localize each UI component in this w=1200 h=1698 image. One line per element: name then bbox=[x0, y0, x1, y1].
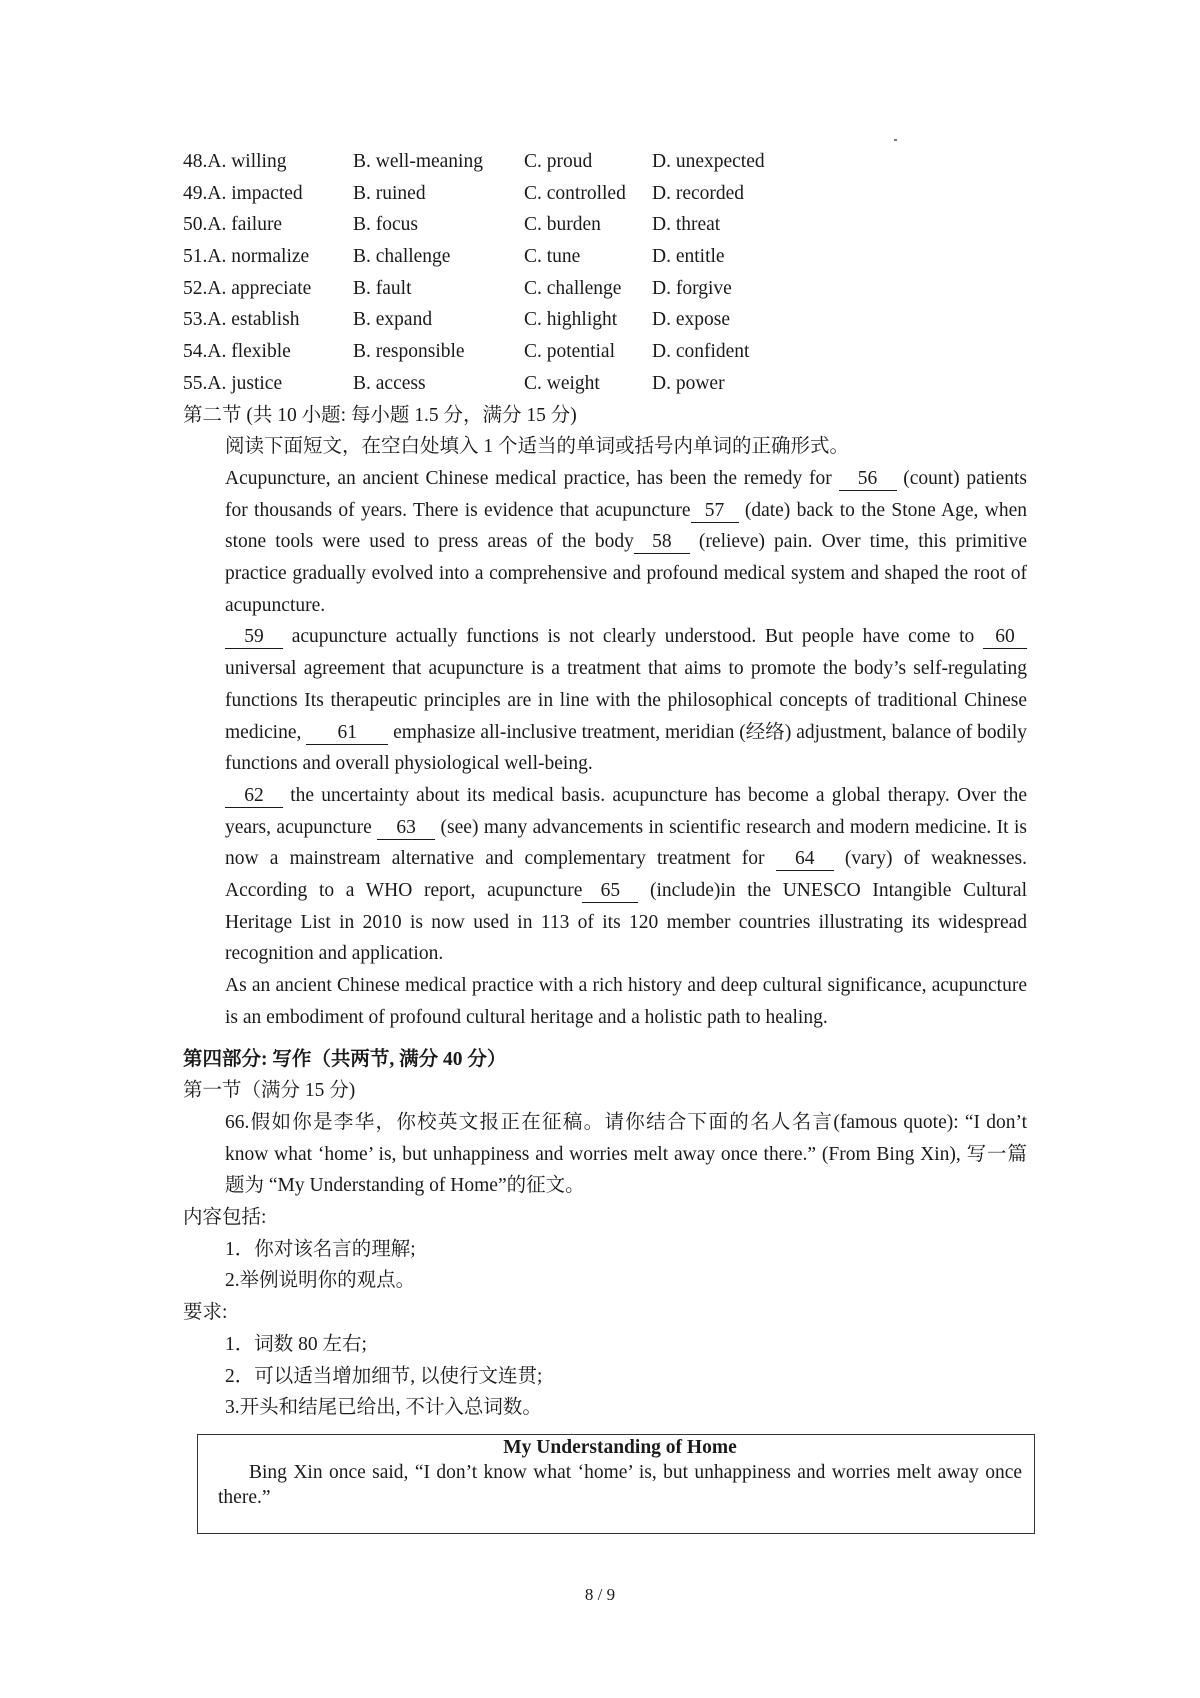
passage-text: (include)in the UNESCO Intangible Cultural Heritage List in 2010 is now used in 113 of its 120 member countries illustrating its widespread recognition and application. bbox=[225, 880, 1027, 965]
option-row bbox=[183, 178, 1027, 210]
option-d: D. entitle bbox=[652, 246, 725, 268]
options-list bbox=[183, 146, 1027, 400]
blank-61: 61 bbox=[306, 722, 388, 745]
passage-text: emphasize all-inclusive treatment, meridian (经络) adjustment, balance of bodily functions and overall physiological well-being. bbox=[225, 721, 1027, 775]
essay-answer-box bbox=[197, 1434, 1035, 1534]
option-c: C. proud bbox=[524, 151, 593, 172]
option-a: 48.A. willing bbox=[183, 151, 287, 172]
option-b: B. fault bbox=[353, 277, 412, 299]
content-item: 2.举例说明你的观点。 bbox=[225, 1270, 416, 1292]
scan-speck bbox=[894, 139, 897, 141]
option-b: B. expand bbox=[353, 309, 433, 331]
option-a: 49.A. impacted bbox=[183, 182, 303, 204]
writing-task: 66.假如你是李华，你校英文报正在征稿。请你结合下面的名人名言(famous quote): “I don’t know what ‘home’ is, but unhappiness and worries melt away once there.” (From Bing Xin), 写一篇题为 “My Understanding of Home”的征文。 bbox=[225, 1111, 1027, 1197]
blank-60: 60 bbox=[983, 626, 1027, 649]
option-a: 55.A. justice bbox=[183, 372, 283, 394]
blank-62: 62 bbox=[225, 785, 283, 808]
option-b: B. well-meaning bbox=[353, 151, 483, 172]
option-row bbox=[183, 273, 1027, 305]
option-d: D. forgive bbox=[652, 277, 732, 299]
passage-paragraph-2 bbox=[183, 621, 1027, 780]
option-d: D. threat bbox=[652, 214, 721, 236]
part4-subheading: 第一节（满分 15 分) bbox=[183, 1080, 356, 1102]
option-b: B. ruined bbox=[353, 182, 426, 204]
option-c: C. challenge bbox=[524, 277, 622, 299]
requirement-item: 3.开头和结尾已给出, 不计入总词数。 bbox=[225, 1397, 542, 1419]
passage-paragraph-1 bbox=[183, 463, 1027, 622]
passage-text: the uncertainty about its medical basis. acupuncture has become a global therapy. Over the years, acupuncture bbox=[225, 784, 1027, 838]
blank-65: 65 bbox=[582, 880, 638, 903]
blank-59: 59 bbox=[225, 626, 283, 649]
option-c: C. burden bbox=[524, 214, 601, 236]
requirement-item: 2．可以适当增加细节, 以使行文连贯; bbox=[225, 1365, 543, 1387]
page-content bbox=[183, 146, 1027, 1424]
option-a: 52.A. appreciate bbox=[183, 277, 312, 299]
passage-text: (count) patients for thousands of years. There is evidence that acupuncture bbox=[225, 467, 1027, 521]
blank-58: 58 bbox=[634, 531, 690, 554]
passage-text: Acupuncture, an ancient Chinese medical practice, has been the remedy for bbox=[225, 467, 839, 489]
blank-56: 56 bbox=[839, 468, 897, 491]
page-number: 8 / 9 bbox=[584, 1585, 616, 1604]
option-row bbox=[183, 241, 1027, 273]
blank-57: 57 bbox=[691, 500, 739, 523]
requirements-label: 要求: bbox=[183, 1302, 228, 1324]
essay-opening: Bing Xin once said, “I don’t know what ‘home’ is, but unhappiness and worries melt away once there.” bbox=[218, 1462, 1022, 1508]
passage-paragraph-4: As an ancient Chinese medical practice with a rich history and deep cultural significance, acupuncture is an embodiment of profound cultural heritage and a holistic path to healing. bbox=[225, 975, 1027, 1028]
option-d: D. power bbox=[652, 372, 725, 394]
content-item: 1．你对该名言的理解; bbox=[225, 1238, 416, 1260]
content-label: 内容包括: bbox=[183, 1207, 267, 1229]
passage-text: universal agreement that acupuncture is a treatment that aims to promote the body’s self-regulating functions Its therapeutic principles are in line with the philosophical concepts of traditional Chinese medicine, bbox=[225, 658, 1027, 743]
blank-64: 64 bbox=[776, 848, 834, 871]
blank-63: 63 bbox=[377, 817, 435, 840]
option-a: 53.A. establish bbox=[183, 309, 300, 331]
option-a: 50.A. failure bbox=[183, 214, 283, 236]
option-d: D. expose bbox=[652, 309, 730, 331]
part4-heading: 第四部分: 写作（共两节, 满分 40 分） bbox=[183, 1048, 507, 1070]
passage-text: (vary) of weaknesses. According to a WHO report, acupuncture bbox=[225, 848, 1027, 902]
option-row bbox=[183, 209, 1027, 241]
option-c: C. weight bbox=[524, 372, 600, 394]
option-a: 54.A. flexible bbox=[183, 341, 291, 363]
option-row bbox=[183, 368, 1027, 400]
option-row bbox=[183, 336, 1027, 368]
option-b: B. focus bbox=[353, 214, 418, 236]
option-b: B. access bbox=[353, 372, 426, 394]
option-b: B. challenge bbox=[353, 246, 451, 268]
option-row bbox=[183, 304, 1027, 336]
passage-text: (relieve) pain. Over time, this primitive practice gradually evolved into a comprehensive and profound medical system and shaped the root of acupuncture. bbox=[225, 531, 1028, 616]
essay-title: My Understanding of Home bbox=[503, 1437, 737, 1458]
section2-heading: 第二节 (共 10 小题: 每小题 1.5 分，满分 15 分) bbox=[183, 404, 577, 426]
option-c: C. tune bbox=[524, 246, 581, 268]
passage-paragraph-3 bbox=[183, 780, 1027, 970]
option-d: D. unexpected bbox=[652, 151, 765, 172]
option-d: D. confident bbox=[652, 341, 750, 363]
passage-text: (see) many advancements in scientific research and modern medicine. It is now a mainstream alternative and complementary treatment for bbox=[225, 816, 1027, 870]
option-c: C. potential bbox=[524, 341, 615, 363]
option-row bbox=[183, 146, 1027, 178]
passage-text: (date) back to the Stone Age, when stone tools were used to press areas of the body bbox=[225, 499, 1027, 553]
section2-instruction: 阅读下面短文，在空白处填入 1 个适当的单词或括号内单词的正确形式。 bbox=[225, 436, 850, 458]
option-d: D. recorded bbox=[652, 182, 745, 204]
option-a: 51.A. normalize bbox=[183, 246, 310, 268]
passage-text: acupuncture actually functions is not clearly understood. But people have come to bbox=[283, 626, 983, 648]
option-c: C. highlight bbox=[524, 309, 618, 331]
option-c: C. controlled bbox=[524, 182, 626, 204]
requirement-item: 1．词数 80 左右; bbox=[225, 1333, 367, 1355]
option-b: B. responsible bbox=[353, 341, 465, 363]
